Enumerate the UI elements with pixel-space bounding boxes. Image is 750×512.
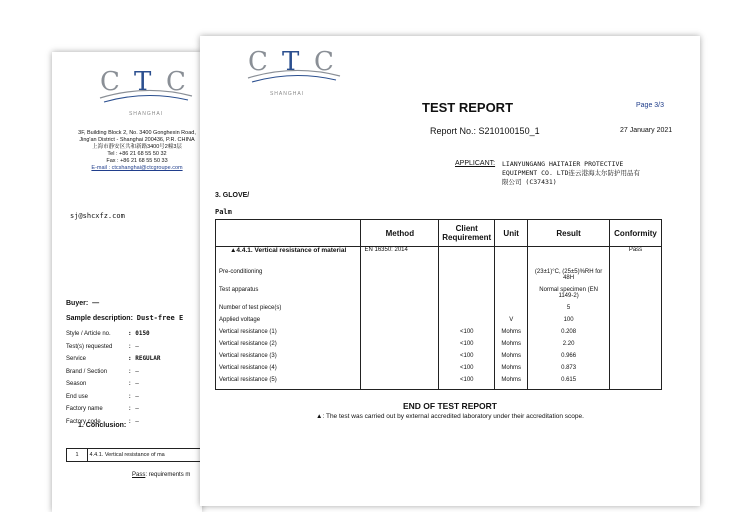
table-row (216, 377, 662, 390)
header-cell: Method (361, 220, 439, 247)
cell-conformity (609, 269, 661, 287)
cell-method (361, 353, 439, 365)
cell-property: Vertical resistance (3) (216, 353, 361, 365)
applicant-line: LIANYUNGANG HAITAIER PROTECTIVE (502, 160, 624, 168)
back-report-page (52, 52, 202, 512)
cell-result: 0.208 (528, 329, 610, 341)
table-row (216, 353, 662, 365)
cell-conformity (609, 341, 661, 353)
field-row: End use : — (66, 392, 139, 400)
buyer-row (66, 300, 99, 307)
cell-method: EN 16350: 2014 (361, 247, 439, 269)
row-number: 1 (67, 449, 88, 461)
table-header-row (216, 220, 662, 247)
logo-city: SHANGHAI (128, 111, 164, 117)
address-line: 3F, Building Block 2, No. 3400 Gonghexin Road, (78, 130, 196, 136)
cell-method (361, 365, 439, 377)
cell-requirement: <100 (439, 353, 495, 365)
cell-requirement (439, 305, 495, 317)
cell-property: ▲4.4.1. Vertical resistance of material (216, 247, 361, 269)
address-line: Tel : +86 21 68 55 50 32 (107, 151, 167, 157)
sample-label: Sample description: (66, 315, 133, 322)
cell-requirement (439, 247, 495, 269)
report-date: 27 January 2021 (620, 127, 673, 134)
ctc-logo (244, 42, 344, 97)
front-report-page (200, 36, 700, 506)
address-block (72, 130, 202, 172)
subsection-heading: Palm (215, 208, 232, 216)
cell-conformity (609, 377, 661, 390)
cell-requirement: <100 (439, 365, 495, 377)
cell-conformity (609, 329, 661, 341)
field-row: Test(s) requested : — (66, 342, 139, 350)
cell-result (528, 247, 610, 269)
buyer-value: — (92, 300, 100, 307)
cell-conformity (609, 365, 661, 377)
pass-note (132, 472, 190, 478)
field-row: Style / Article no. : 0150 (66, 330, 150, 337)
buyer-label: Buyer: (66, 300, 89, 307)
field-row: Season : — (66, 380, 139, 387)
cell-requirement: <100 (439, 377, 495, 390)
table-row (216, 287, 662, 305)
section-heading: 3. GLOVE/ (215, 192, 250, 199)
cell-unit: Mohms (495, 377, 528, 390)
field-row: Factory code : — (66, 417, 139, 425)
cell-conformity (609, 287, 661, 305)
contact-email: sj@shcxfz.com (70, 212, 125, 220)
cell-property: Applied voltage (216, 317, 361, 329)
cell-unit: Mohms (495, 353, 528, 365)
cell-method (361, 317, 439, 329)
report-number: Report No.: S210100150_1 (430, 126, 540, 136)
cell-result: 100 (528, 317, 610, 329)
table-row (216, 365, 662, 377)
cell-property: Vertical resistance (1) (216, 329, 361, 341)
conclusion-row (66, 448, 202, 462)
field-row: Brand / Section : — (66, 367, 139, 375)
cell-unit (495, 269, 528, 287)
field-row: Service : REGULAR (66, 355, 161, 362)
cell-property: Pre-conditioning (216, 269, 361, 287)
logo-letter: T (282, 47, 300, 77)
cell-result: 5 (528, 305, 610, 317)
table-row (216, 305, 662, 317)
header-cell: Result (528, 220, 610, 247)
table-row (216, 269, 662, 287)
cell-requirement (439, 317, 495, 329)
cell-method (361, 269, 439, 287)
conclusion-heading: 1. Conclusion: (78, 422, 127, 429)
cell-requirement: <100 (439, 341, 495, 353)
logo-letter: C (248, 47, 268, 77)
header-cell: Client Requirement (439, 220, 495, 247)
logo-letter: C (314, 47, 334, 77)
logo-letter: C (100, 67, 120, 97)
applicant-name (502, 160, 640, 187)
ctc-logo-mark (244, 42, 344, 86)
cell-unit (495, 305, 528, 317)
sample-row (66, 314, 183, 322)
cell-property: Vertical resistance (5) (216, 377, 361, 390)
cell-requirement (439, 287, 495, 305)
pass-label: Pass (132, 472, 146, 478)
header-cell: Conformity (609, 220, 661, 247)
cell-method (361, 377, 439, 390)
applicant-label: APPLICANT: (455, 160, 496, 167)
cell-property: Vertical resistance (4) (216, 365, 361, 377)
sample-value: Dust-free E (136, 314, 184, 322)
applicant-line: EQUIPMENT CO. LTD连云港海太尔防护用品有 (502, 169, 641, 177)
cell-result: Normal specimen (EN 1149-2) (528, 287, 610, 305)
cell-result: 2.20 (528, 341, 610, 353)
cell-result: 0.966 (528, 353, 610, 365)
cell-result: 0.615 (528, 377, 610, 390)
cell-unit: Mohms (495, 341, 528, 353)
accreditation-note: ▲: The test was carried out by external accredited laboratory under their accreditation scope. (316, 413, 584, 420)
header-cell (216, 220, 361, 247)
row-text: 4.4.1. Vertical resistance of ma (89, 452, 165, 458)
table-row (216, 341, 662, 353)
cell-conformity (609, 353, 661, 365)
table-row (216, 247, 662, 269)
cell-method (361, 341, 439, 353)
header-cell: Unit (495, 220, 528, 247)
cell-unit (495, 247, 528, 269)
ctc-logo (96, 62, 196, 117)
field-row: Factory name : — (66, 405, 139, 412)
address-line: Fax : +86 21 68 55 50 33 (106, 158, 168, 164)
address-line: Jing'an District - Shanghai 200436, P.R. CHINA (79, 137, 195, 143)
cell-conformity (609, 317, 661, 329)
cell-method (361, 287, 439, 305)
cell-unit: V (495, 317, 528, 329)
cell-method (361, 329, 439, 341)
cell-requirement (439, 269, 495, 287)
logo-city: SHANGHAI (269, 91, 305, 97)
table-row (216, 317, 662, 329)
end-of-report: END OF TEST REPORT (403, 401, 497, 411)
cell-property: Vertical resistance (2) (216, 341, 361, 353)
logo-letter: T (134, 67, 152, 97)
cell-unit: Mohms (495, 365, 528, 377)
cell-conformity: Pass (609, 247, 661, 269)
cell-unit: Mohms (495, 329, 528, 341)
page-number: Page 3/3 (636, 102, 665, 109)
cell-conformity (609, 305, 661, 317)
cell-method (361, 305, 439, 317)
applicant-line: 限公司 (C37431) (502, 178, 557, 186)
cell-requirement: <100 (439, 329, 495, 341)
report-title: TEST REPORT (422, 100, 514, 115)
table-row (216, 329, 662, 341)
pass-text: : requirements m (145, 472, 191, 478)
fields-list (66, 328, 161, 428)
cell-property: Test apparatus (216, 287, 361, 305)
results-table (215, 219, 662, 390)
cell-result: (23±1)°C, (25±5)%RH for 48H (528, 269, 610, 287)
address-line: 上海市静安区共和新路3400号2幢3层 (92, 144, 182, 150)
cell-property: Number of test piece(s) (216, 305, 361, 317)
cell-unit (495, 287, 528, 305)
cell-result: 0.873 (528, 365, 610, 377)
logo-letter: C (166, 67, 186, 97)
ctc-logo-mark (96, 62, 196, 106)
email-link[interactable]: E-mail : ctcshanghai@ctcgroupe.com (91, 165, 183, 171)
